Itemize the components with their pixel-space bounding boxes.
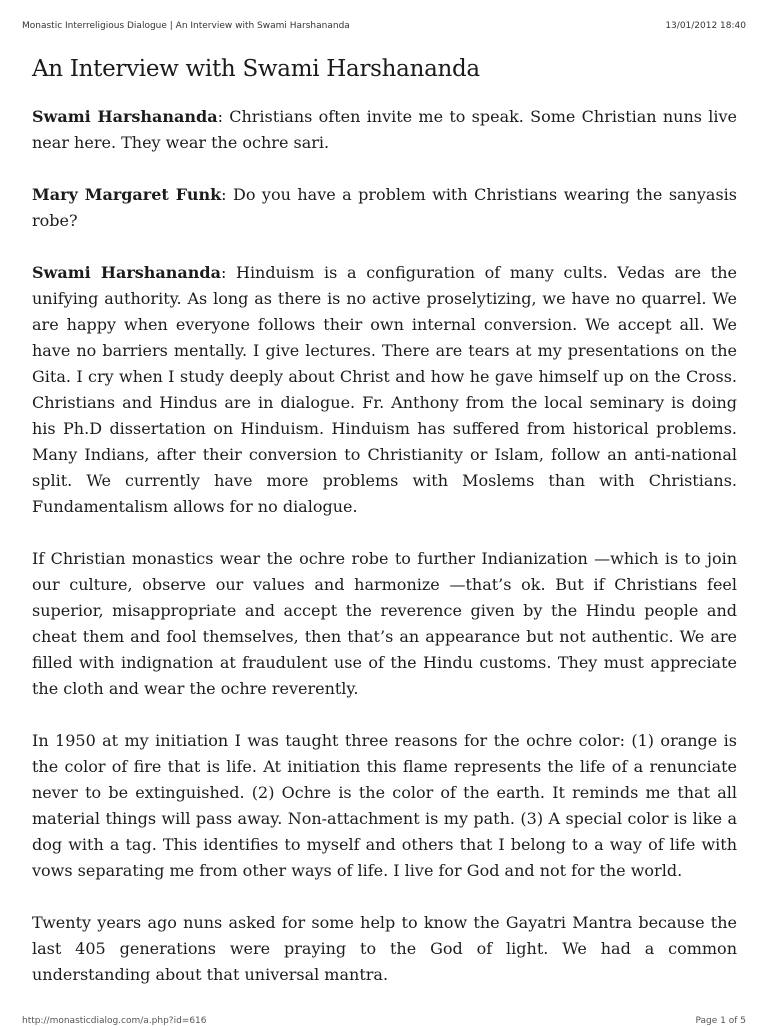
print-footer [22,1016,746,1026]
interview-paragraph [32,104,737,156]
document-title-header: Monastic Interreligious Dialogue | An Interview with Swami Harshananda [22,21,350,31]
interview-paragraph [32,182,737,234]
article-body [32,52,737,1014]
article-title: An Interview with Swami Harshananda [32,56,480,82]
print-header [22,19,746,33]
paragraph-text: If Christian monastics wear the ochre robe to further Indianization —which is to join our culture, observe our values and harmonize —that’s ok. But if Christians feel superior, misappropriate and accept the reverence given by the Hindu people and cheat them and fool themselves, then that’s an appearance but not authentic. We are filled with indignation at fraudulent use of the Hindu customs. They must appreciate the cloth and wear the ochre reverently. [32,549,737,698]
paragraph-text: Twenty years ago nuns asked for some help to know the Gayatri Mantra because the last 405 generations were praying to the God of light. We had a common understanding about that universal mantra. [32,913,737,984]
interview-paragraph [32,260,737,520]
interview-paragraph [32,910,737,988]
interview-paragraph [32,728,737,884]
paragraph-text: In 1950 at my initiation I was taught three reasons for the ochre color: (1) orange is the color of fire that is life. At initiation this flame represents the life of a renunciate never to be extinguished. (2) Ochre is the color of the earth. It reminds me that all material things will pass away. Non-attachment is my path. (3) A special color is like a dog with a tag. This identifies to myself and others that I belong to a way of life with vows separating me from other ways of life. I live for God and not for the world. [32,731,737,880]
print-datetime: 13/01/2012 18:40 [665,21,746,31]
page-number: Page 1 of 5 [695,1016,746,1026]
paragraph-text: : Christians often invite me to speak. Some Christian nuns live near here. They wear the ochre sari. [32,107,737,152]
speaker-name: Swami Harshananda [32,107,218,126]
paragraph-text: : Do you have a problem with Christians wearing the sanyasis robe? [32,185,737,230]
speaker-name: Swami Harshananda [32,263,221,282]
speaker-name: Mary Margaret Funk [32,185,222,204]
interview-paragraph [32,546,737,702]
page-url[interactable]: http://monasticdialog.com/a.php?id=616 [22,1016,207,1026]
paragraph-text: : Hinduism is a configuration of many cults. Vedas are the unifying authority. As long as there is no active proselytizing, we have no quarrel. We are happy when everyone follows their own internal conversion. We accept all. We have no barriers mentally. I give lectures. There are tears at my presentations on the Gita. I cry when I study deeply about Christ and how he gave himself up on the Cross. Christians and Hindus are in dialogue. Fr. Anthony from the local seminary is doing his Ph.D dissertation on Hinduism. Hinduism has suffered from historical problems. Many Indians, after their conversion to Christianity or Islam, follow an anti-national split. We currently have more problems with Moslems than with Christians. Fundamentalism allows for no dialogue. [32,263,738,516]
